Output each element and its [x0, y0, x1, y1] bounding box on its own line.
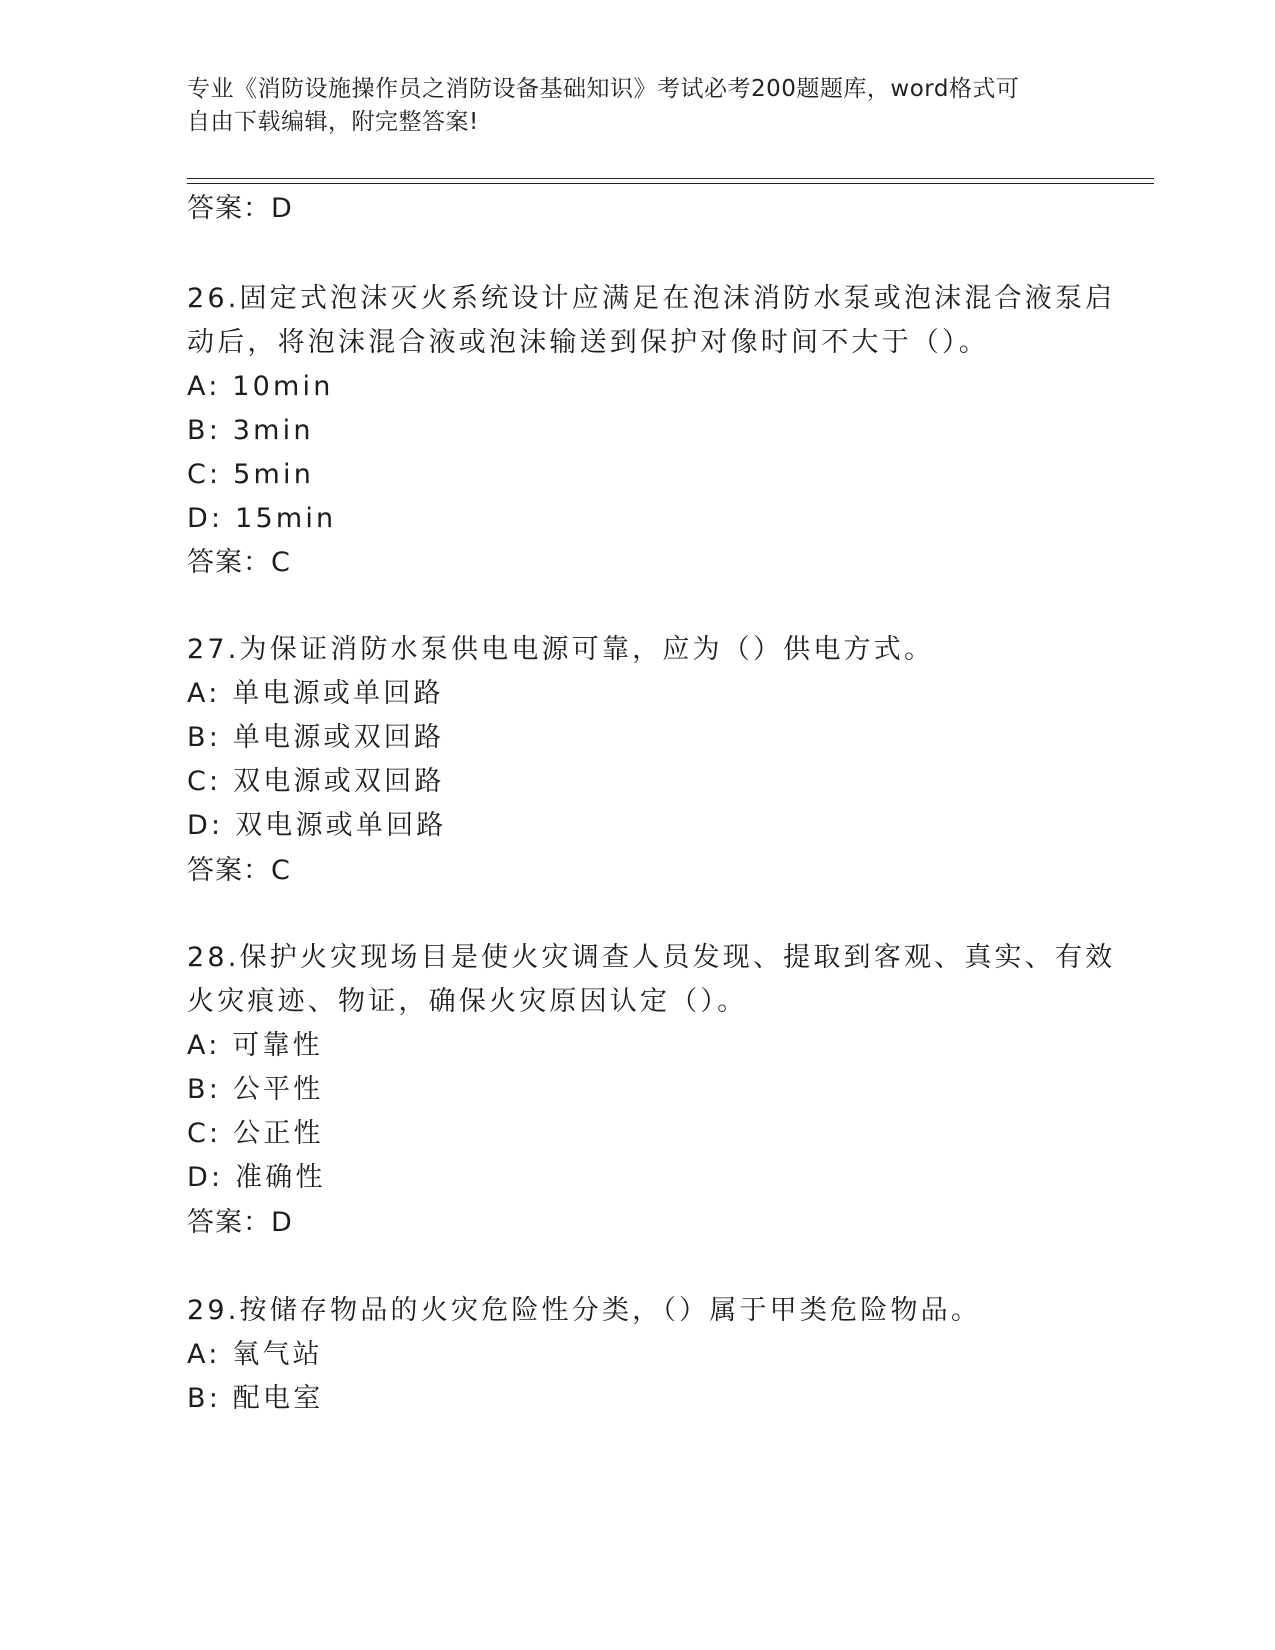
option-line: A: 10min — [187, 371, 334, 402]
answer-line: 答案：C — [187, 855, 291, 886]
question-stem-line: 动后，将泡沫混合液或泡沫输送到保护对像时间不大于（）。 — [187, 327, 989, 358]
option-line: C: 公正性 — [187, 1118, 324, 1149]
header-line-1: 专业《消防设施操作员之消防设备基础知识》考试必考200题题库，word格式可 — [187, 76, 1020, 102]
answer-line: 答案：D — [187, 193, 293, 224]
option-line: D: 15min — [187, 503, 337, 534]
document-header — [187, 73, 1067, 139]
option-line: B: 单电源或双回路 — [187, 722, 445, 753]
option-line: B: 公平性 — [187, 1074, 324, 1105]
option-line: A: 氧气站 — [187, 1339, 323, 1370]
option-line: D: 准确性 — [187, 1162, 326, 1193]
question-stem-line: 29.按储存物品的火灾危险性分类，（）属于甲类危险物品。 — [187, 1295, 982, 1326]
option-line: B: 配电室 — [187, 1383, 324, 1414]
question-stem-line: 27.为保证消防水泵供电电源可靠，应为（）供电方式。 — [187, 634, 935, 665]
header-line-2: 自由下载编辑，附完整答案! — [187, 109, 479, 135]
option-line: B: 3min — [187, 415, 314, 446]
answer-line: 答案：D — [187, 1207, 293, 1238]
option-line: A: 可靠性 — [187, 1030, 323, 1061]
answer-line: 答案：C — [187, 547, 291, 578]
option-line: D: 双电源或单回路 — [187, 810, 447, 841]
question-stem-line: 26.固定式泡沫灭火系统设计应满足在泡沫消防水泵或泡沫混合液泵启 — [187, 283, 1116, 314]
question-stem-line: 28.保护火灾现场目是使火灾调查人员发现、提取到客观、真实、有效 — [187, 942, 1116, 973]
question-stem-line: 火灾痕迹、物证，确保火灾原因认定（）。 — [187, 986, 748, 1017]
option-line: C: 双电源或双回路 — [187, 766, 445, 797]
option-line: C: 5min — [187, 459, 315, 490]
option-line: A: 单电源或单回路 — [187, 678, 444, 709]
header-divider-bottom — [187, 183, 1154, 184]
header-divider-top — [187, 178, 1154, 179]
